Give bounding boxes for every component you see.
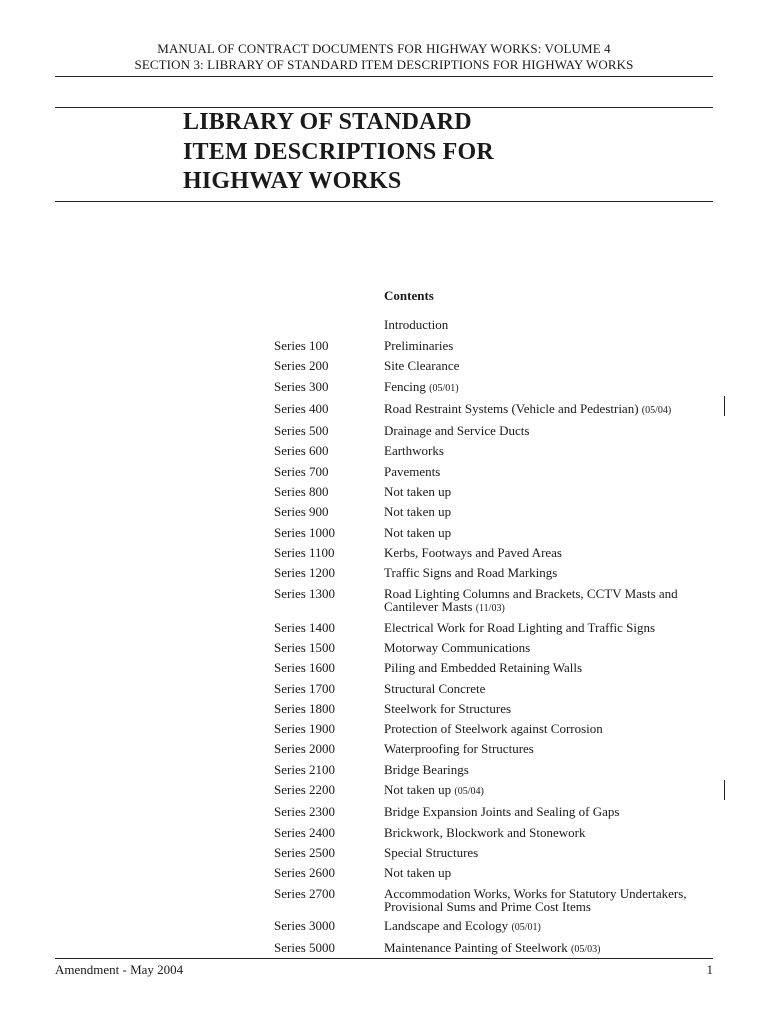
toc-series-number: Series 1300 (274, 585, 336, 601)
toc-series-title (384, 741, 719, 757)
document-title (183, 108, 494, 197)
toc-series-title (384, 443, 719, 459)
toc-series-title (384, 545, 719, 561)
toc-series-title (384, 681, 719, 697)
toc-row (274, 741, 724, 757)
toc-series-title (384, 565, 719, 581)
toc-series-number: Series 300 (274, 378, 329, 394)
toc-series-number: Series 1900 (274, 721, 336, 737)
toc-row (274, 401, 724, 419)
title-line-2: ITEM DESCRIPTIONS FOR (183, 138, 494, 165)
contents-heading: Contents (384, 288, 434, 303)
toc-title-text: Road Restraint Systems (Vehicle and Pedestrian) (384, 400, 639, 416)
toc-title-text: Waterproofing for Structures (384, 741, 534, 757)
amendment-code: (05/01) (511, 921, 541, 933)
toc-series-title (384, 918, 719, 936)
toc-series-title (384, 379, 719, 397)
toc-title-text: Bridge Bearings (384, 761, 469, 777)
toc-row (274, 804, 724, 820)
title-line-1: LIBRARY OF STANDARD (183, 109, 472, 135)
toc-title-text: Earthworks (384, 443, 444, 459)
toc-title-text: Electrical Work for Road Lighting and Traffic Signs (384, 619, 656, 635)
toc-title-text: Structural Concrete (384, 680, 486, 696)
toc-row (274, 918, 724, 936)
toc-series-title (384, 721, 719, 737)
toc-row (274, 845, 724, 861)
toc-title-text: Brickwork, Blockwork and Stonework (384, 824, 586, 840)
toc-series-title (384, 484, 719, 500)
toc-series-number: Series 600 (274, 443, 329, 459)
toc-title-text: Preliminaries (384, 338, 454, 353)
toc-row (274, 545, 724, 561)
toc-series-title (384, 620, 719, 636)
table-of-contents (274, 338, 724, 962)
toc-title-text: Not taken up (384, 524, 452, 540)
amendment-code: (05/03) (571, 943, 601, 955)
toc-row (274, 504, 724, 520)
toc-series-title (384, 525, 719, 541)
toc-series-number: Series 2700 (274, 885, 336, 901)
toc-title-text: Steelwork for Structures (384, 700, 512, 716)
toc-title-text: Not taken up (384, 484, 452, 500)
toc-series-number: Series 500 (274, 423, 329, 439)
toc-row (274, 701, 724, 717)
toc-series-number: Series 1000 (274, 524, 336, 540)
toc-series-title (384, 845, 719, 861)
toc-series-title (384, 504, 719, 520)
toc-row (274, 865, 724, 881)
toc-series-number: Series 1100 (274, 544, 335, 560)
toc-series-number: Series 1700 (274, 680, 336, 696)
toc-series-number: Series 800 (274, 484, 329, 500)
toc-row (274, 379, 724, 397)
toc-row (274, 464, 724, 480)
toc-title-text: Drainage and Service Ducts (384, 423, 530, 439)
toc-series-number: Series 1400 (274, 619, 336, 635)
toc-title-text: Not taken up (384, 865, 452, 881)
toc-series-title (384, 782, 719, 800)
toc-series-number: Series 1600 (274, 660, 336, 676)
toc-title-text: Fencing (384, 378, 426, 394)
toc-row (274, 358, 724, 374)
amendment-code: (11/03) (475, 603, 505, 615)
toc-title-text: Protection of Steelwork against Corrosion (384, 721, 603, 737)
title-line-3: HIGHWAY WORKS (183, 168, 402, 194)
toc-title-text: Kerbs, Footways and Paved Areas (384, 544, 562, 560)
change-bar (724, 396, 725, 416)
change-bar (724, 780, 725, 800)
toc-title-text: Road Lighting Columns and Brackets, CCTV Masts and Cantilever Masts (384, 585, 678, 615)
toc-series-number: Series 2400 (274, 824, 336, 840)
toc-title-text: Pavements (384, 463, 441, 479)
header-line-1: MANUAL OF CONTRACT DOCUMENTS FOR HIGHWAY WORKS: VOLUME 4 (157, 41, 611, 56)
toc-row (274, 443, 724, 459)
toc-series-title (384, 401, 719, 419)
toc-row (274, 640, 724, 656)
running-header (55, 41, 713, 73)
toc-row (274, 782, 724, 800)
toc-row (274, 484, 724, 500)
toc-title-text: Site Clearance (384, 358, 460, 374)
toc-series-title (384, 640, 719, 656)
toc-row (274, 586, 724, 616)
toc-series-title (384, 423, 719, 439)
toc-row (274, 886, 724, 914)
toc-series-number: Series 5000 (274, 939, 336, 955)
toc-series-title (384, 358, 719, 374)
toc-row (274, 721, 724, 737)
toc-series-title (384, 586, 719, 616)
toc-series-title (384, 338, 719, 354)
toc-series-number: Series 100 (274, 338, 329, 353)
toc-row (274, 620, 724, 636)
toc-series-number: Series 1800 (274, 700, 336, 716)
toc-series-number: Series 2200 (274, 782, 336, 798)
header-rule (55, 76, 713, 77)
header-line-2: SECTION 3: LIBRARY OF STANDARD ITEM DESCRIPTIONS FOR HIGHWAY WORKS (134, 57, 634, 72)
toc-series-number: Series 900 (274, 504, 329, 520)
amendment-date: Amendment - May 2004 (55, 962, 184, 977)
toc-series-number: Series 2000 (274, 741, 336, 757)
amendment-code: (05/04) (641, 404, 672, 416)
toc-row (274, 525, 724, 541)
toc-series-title (384, 701, 719, 717)
footer-rule (55, 958, 713, 959)
toc-row (274, 681, 724, 697)
amendment-code: (05/01) (429, 382, 459, 394)
toc-title-text: Not taken up (384, 782, 452, 798)
toc-series-number: Series 2500 (274, 844, 336, 860)
toc-row (274, 565, 724, 581)
toc-series-title (384, 940, 719, 958)
toc-row (274, 338, 724, 354)
toc-title-text: Piling and Embedded Retaining Walls (384, 660, 583, 676)
toc-series-number: Series 400 (274, 400, 329, 416)
toc-series-number: Series 3000 (274, 917, 336, 933)
toc-series-title (384, 886, 719, 914)
toc-title-text: Bridge Expansion Joints and Sealing of Gaps (384, 804, 620, 820)
toc-series-title (384, 825, 719, 841)
toc-title-text: Special Structures (384, 844, 479, 860)
title-rule-bottom (55, 201, 713, 202)
toc-row (274, 423, 724, 439)
toc-title-text: Traffic Signs and Road Markings (384, 565, 558, 581)
toc-series-number: Series 2300 (274, 804, 336, 820)
toc-title-text: Accommodation Works, Works for Statutory Undertakers, Provisional Sums and Prime Cost Items (384, 885, 687, 915)
toc-series-number: Series 2600 (274, 865, 336, 881)
toc-title-text: Not taken up (384, 504, 452, 520)
toc-series-title (384, 865, 719, 881)
toc-row (274, 940, 724, 958)
toc-title-text: Landscape and Ecology (384, 917, 509, 933)
toc-title-text: Motorway Communications (384, 639, 531, 655)
toc-series-number: Series 700 (274, 463, 329, 479)
toc-series-title (384, 804, 719, 820)
toc-series-title (384, 464, 719, 480)
amendment-code: (05/04) (454, 786, 484, 798)
toc-series-number: Series 1500 (274, 639, 336, 655)
page-number: 1 (706, 962, 713, 977)
toc-introduction: Introduction (384, 317, 449, 332)
toc-series-number: Series 200 (274, 358, 329, 374)
toc-series-title (384, 762, 719, 778)
toc-series-number: Series 1200 (274, 565, 336, 581)
toc-row (274, 762, 724, 778)
toc-series-title (384, 660, 719, 676)
toc-row (274, 825, 724, 841)
toc-series-number: Series 2100 (274, 761, 336, 777)
toc-row (274, 660, 724, 676)
toc-title-text: Maintenance Painting of Steelwork (384, 939, 568, 955)
